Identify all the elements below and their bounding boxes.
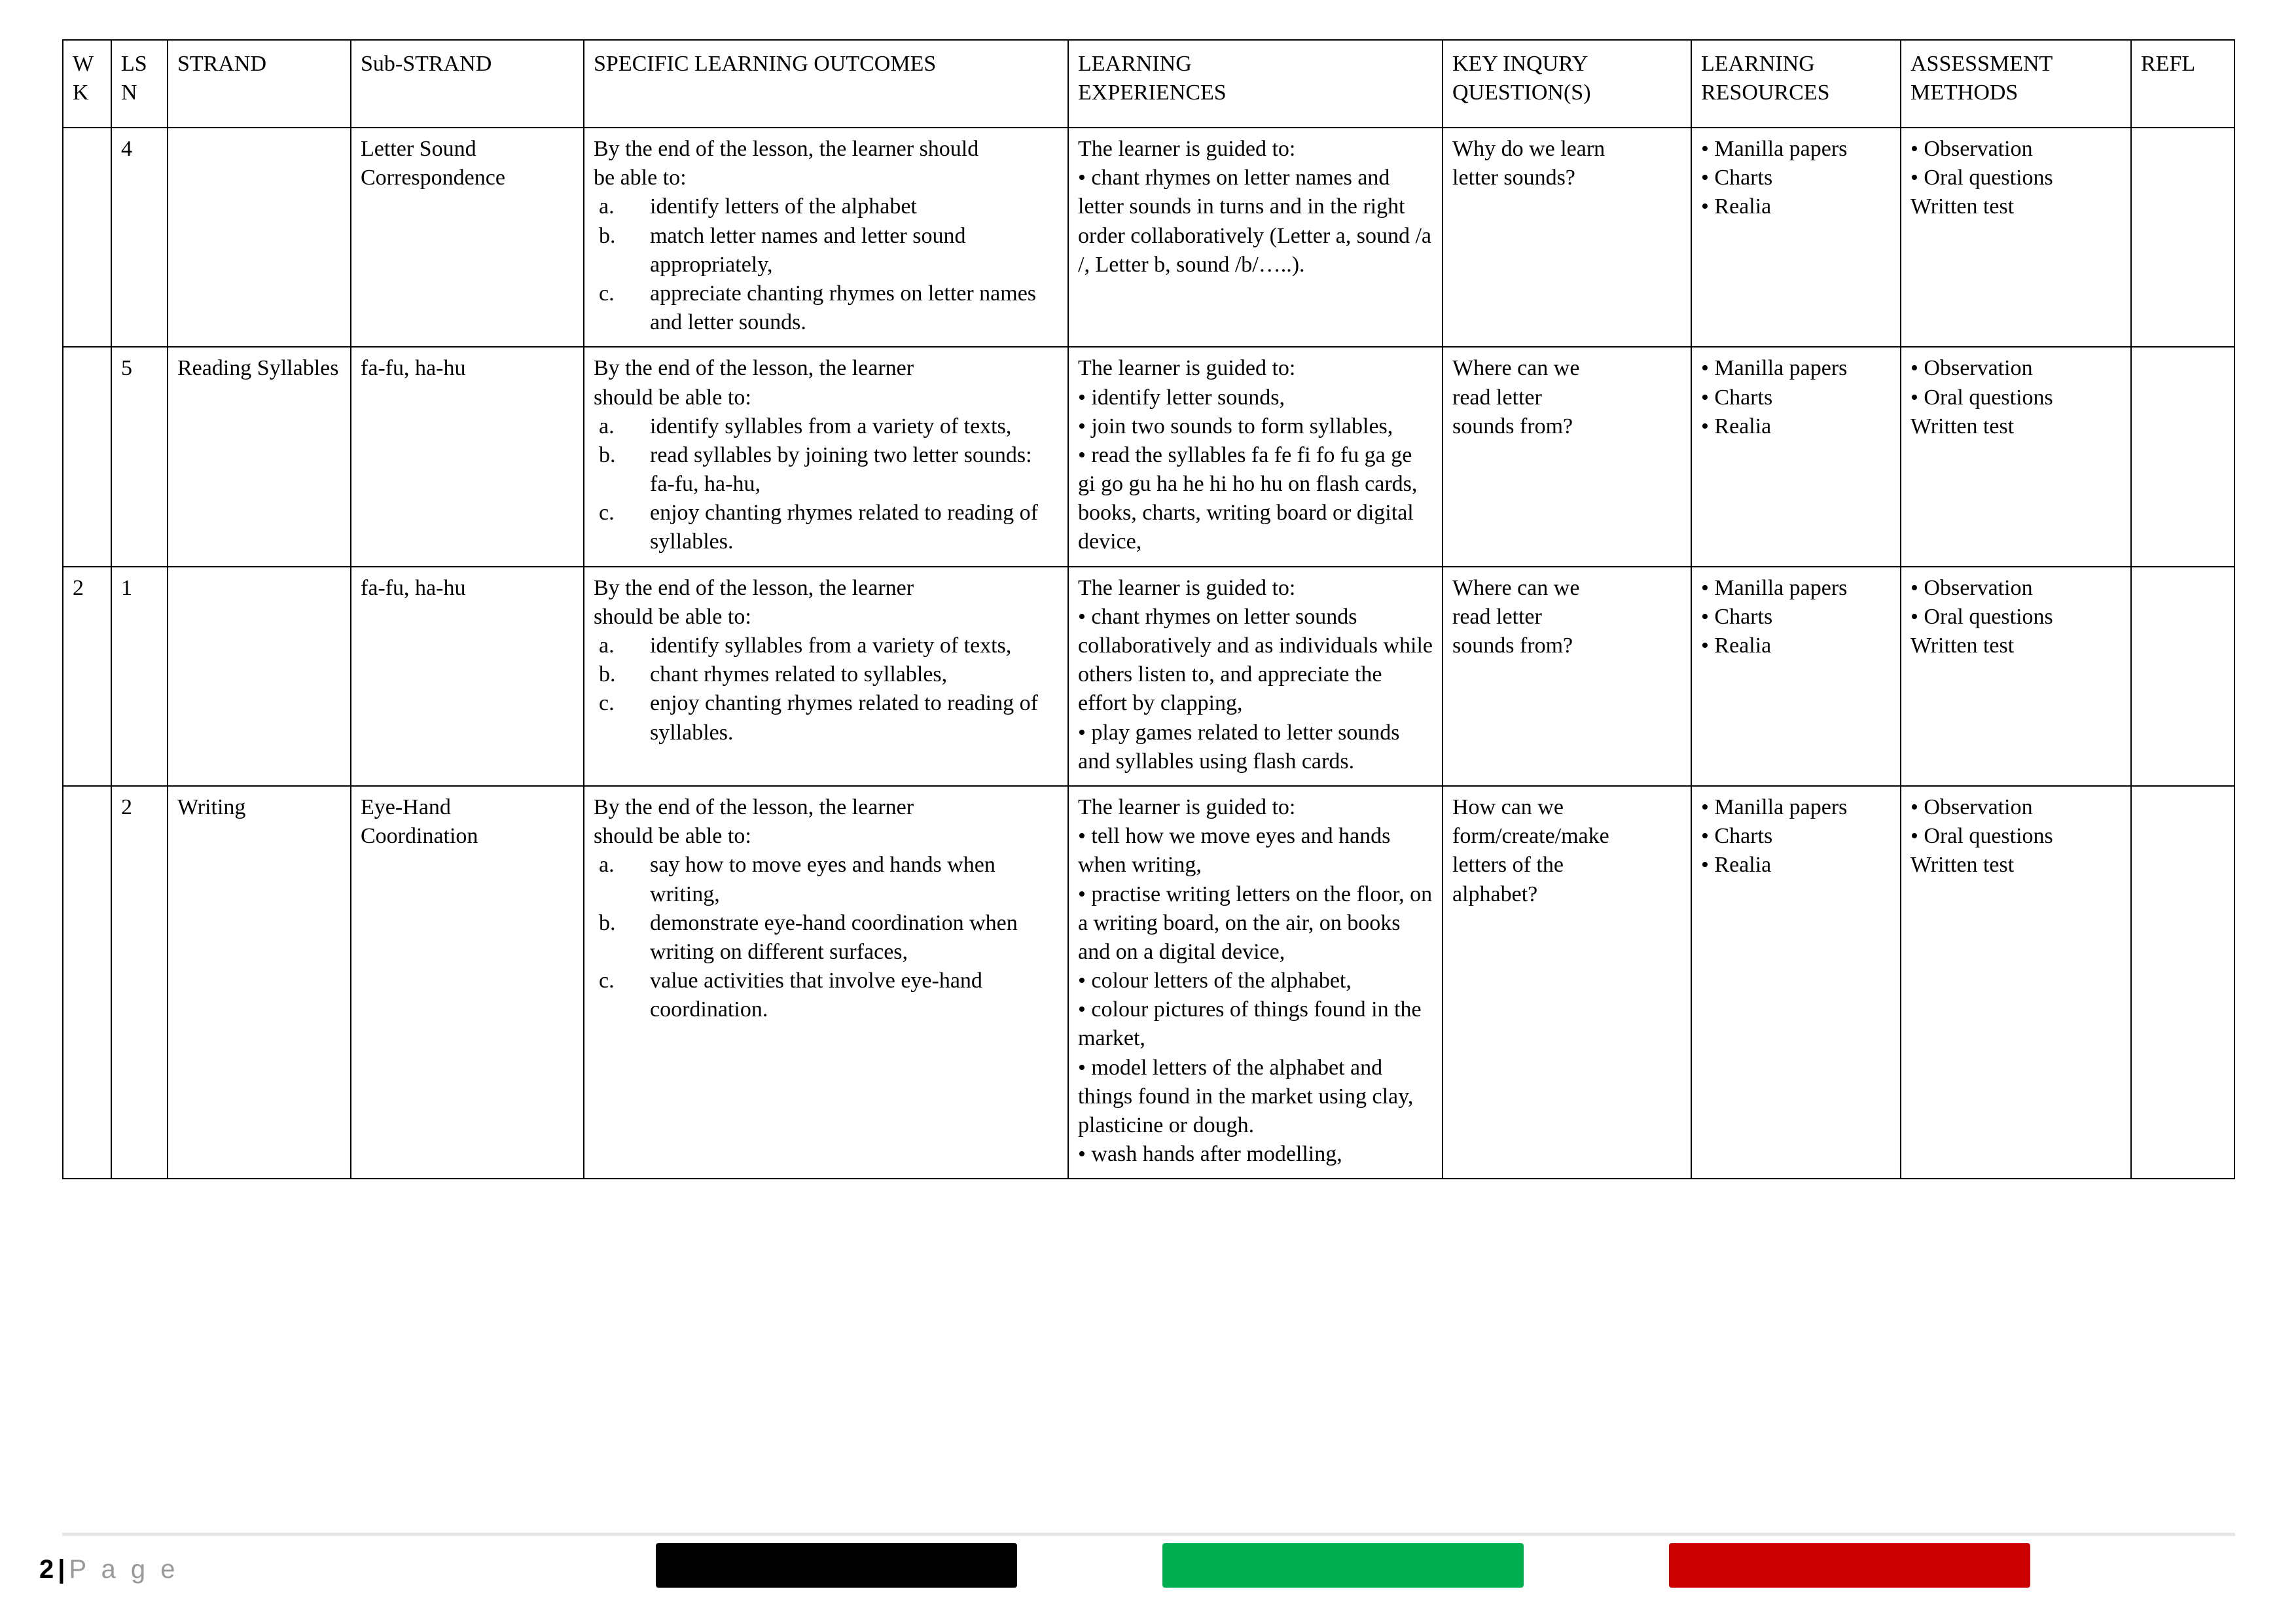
- slo-list-item: [594, 967, 1060, 1024]
- kiq-line: letters of the: [1452, 853, 1564, 878]
- cell-learning-experiences: [1068, 786, 1443, 1179]
- slo-item-text: enjoy chanting rhymes related to reading of syllables.: [650, 691, 1038, 745]
- cell-strand: [168, 567, 351, 786]
- slo-list: [594, 851, 1060, 1024]
- assessment-plain-line: Written test: [1910, 194, 2015, 219]
- slo-list-item: [594, 499, 1060, 556]
- assessment-list: [1910, 354, 2123, 412]
- footer-black-bar: [656, 1543, 1017, 1588]
- cell-lesson-number: 4: [111, 128, 168, 347]
- page-number-word: P a g e: [69, 1555, 179, 1584]
- sub-strand-line: Letter Sound: [361, 137, 476, 161]
- kiq-line: Where can we: [1452, 575, 1580, 600]
- column-header-lsn: [111, 40, 168, 128]
- le-list-item: • chant rhymes on letter sounds collaboratively and as individuals while others listen to, and appreciate the effort by clapping,: [1078, 603, 1434, 719]
- slo-item-marker: c.: [599, 281, 615, 306]
- slo-list-item: [594, 412, 1060, 441]
- slo-item-text: demonstrate eye-hand coordination when writing on different surfaces,: [650, 910, 1018, 964]
- slo-intro-line: should be able to:: [594, 604, 751, 629]
- slo-item-marker: b.: [599, 442, 616, 467]
- slo-list-item: [594, 632, 1060, 660]
- le-list: [1078, 383, 1434, 557]
- slo-list-item: [594, 851, 1060, 908]
- cell-sub-strand: [351, 567, 584, 786]
- slo-list-item: [594, 192, 1060, 221]
- assessment-item: • Observation: [1910, 354, 2123, 383]
- slo-intro-line: be able to:: [594, 166, 687, 190]
- slo-item-marker: c.: [599, 691, 615, 716]
- cell-key-inquiry-question: [1443, 567, 1691, 786]
- slo-item-text: identify syllables from a variety of texts,: [650, 633, 1012, 658]
- table-header: [63, 40, 2234, 128]
- footer-green-bar: [1162, 1543, 1524, 1588]
- slo-intro-line: should be able to:: [594, 385, 751, 410]
- assessment-item: • Observation: [1910, 574, 2123, 603]
- scheme-of-work-table: [62, 39, 2235, 1179]
- slo-intro-line: By the end of the lesson, the learner: [594, 575, 914, 600]
- assessment-list: [1910, 135, 2123, 192]
- slo-item-marker: a.: [599, 414, 615, 438]
- kiq-line: alphabet?: [1452, 882, 1538, 906]
- slo-list-item: [594, 660, 1060, 689]
- column-header-res-line2: RESOURCES: [1701, 80, 1830, 105]
- slo-list: [594, 412, 1060, 557]
- le-list-item: • tell how we move eyes and hands when writing,: [1078, 822, 1434, 880]
- column-header-lsn-line2: N: [121, 80, 137, 105]
- slo-item-text: enjoy chanting rhymes related to reading of syllables.: [650, 501, 1038, 554]
- cell-reflection: [2131, 567, 2234, 786]
- resource-item: • Manilla papers: [1701, 135, 1892, 164]
- le-list-item: • colour letters of the alphabet,: [1078, 967, 1434, 995]
- resources-list: [1701, 574, 1892, 661]
- le-list-item: • identify letter sounds,: [1078, 383, 1434, 412]
- cell-key-inquiry-question: [1443, 786, 1691, 1179]
- sub-strand-line: Eye-Hand: [361, 794, 451, 819]
- resource-item: • Charts: [1701, 383, 1892, 412]
- resource-item: • Manilla papers: [1701, 793, 1892, 822]
- cell-key-inquiry-question: [1443, 128, 1691, 347]
- table-header-row: [63, 40, 2234, 128]
- le-list: [1078, 164, 1434, 279]
- cell-learning-resources: [1691, 347, 1901, 566]
- assessment-item: • Oral questions: [1910, 164, 2123, 192]
- resource-item: • Charts: [1701, 603, 1892, 632]
- resource-item: • Charts: [1701, 164, 1892, 192]
- cell-reflection: [2131, 347, 2234, 566]
- resource-item: • Realia: [1701, 632, 1892, 660]
- slo-item-marker: b.: [599, 662, 616, 687]
- le-list: [1078, 822, 1434, 1169]
- le-list-item: • wash hands after modelling,: [1078, 1140, 1434, 1169]
- cell-sub-strand: [351, 347, 584, 566]
- cell-assessment-methods: [1901, 786, 2131, 1179]
- column-header-wk: [63, 40, 111, 128]
- page-number-value: 2: [39, 1555, 54, 1584]
- kiq-line: Where can we: [1452, 356, 1580, 381]
- column-header-slo-line1: SPECIFIC LEARNING OUTCOMES: [594, 52, 937, 76]
- slo-item-marker: c.: [599, 501, 615, 526]
- table-body: [63, 128, 2234, 1179]
- column-header-learning-experiences: [1068, 40, 1443, 128]
- assessment-item: • Oral questions: [1910, 822, 2123, 851]
- cell-strand: [168, 128, 351, 347]
- footer-divider: [62, 1533, 2235, 1536]
- resources-list: [1701, 354, 1892, 441]
- slo-item-marker: a.: [599, 194, 615, 219]
- le-intro: The learner is guided to:: [1078, 356, 1296, 381]
- column-header-wk-line1: W: [73, 52, 94, 76]
- cell-week: [63, 128, 111, 347]
- cell-specific-learning-outcomes: [584, 128, 1068, 347]
- cell-learning-resources: [1691, 567, 1901, 786]
- slo-item-text: identify syllables from a variety of texts,: [650, 414, 1012, 438]
- le-list-item: • model letters of the alphabet and things found in the market using clay, plasticine or dough.: [1078, 1054, 1434, 1141]
- column-header-learning-resources: [1691, 40, 1901, 128]
- column-header-sub-strand-line1: Sub-STRAND: [361, 52, 492, 76]
- column-header-res-line1: LEARNING: [1701, 52, 1815, 76]
- le-list-item: • play games related to letter sounds and syllables using flash cards.: [1078, 719, 1434, 776]
- table-row: [63, 567, 2234, 786]
- kiq-line: letter sounds?: [1452, 166, 1575, 190]
- slo-intro-line: By the end of the lesson, the learner: [594, 794, 914, 819]
- cell-specific-learning-outcomes: [584, 786, 1068, 1179]
- cell-reflection: [2131, 128, 2234, 347]
- resource-item: • Realia: [1701, 412, 1892, 441]
- cell-week: 2: [63, 567, 111, 786]
- cell-strand: Reading Syllables: [168, 347, 351, 566]
- slo-list-item: [594, 222, 1060, 279]
- column-header-wk-line2: K: [73, 80, 89, 105]
- table-row: [63, 128, 2234, 347]
- column-header-strand-line1: STRAND: [177, 52, 267, 76]
- slo-intro-line: should be able to:: [594, 824, 751, 849]
- sub-strand-line: fa-fu, ha-hu: [361, 356, 466, 381]
- le-intro: The learner is guided to:: [1078, 137, 1296, 161]
- slo-item-text: chant rhymes related to syllables,: [650, 662, 948, 687]
- column-header-kiq-line1: KEY INQURY: [1452, 52, 1588, 76]
- resources-list: [1701, 793, 1892, 880]
- slo-list: [594, 192, 1060, 337]
- assessment-item: • Oral questions: [1910, 603, 2123, 632]
- resource-item: • Realia: [1701, 851, 1892, 880]
- le-list-item: • practise writing letters on the floor, on a writing board, on the air, on books and on a digital device,: [1078, 880, 1434, 967]
- slo-item-text: appreciate chanting rhymes on letter names and letter sounds.: [650, 281, 1037, 335]
- column-header-le-line2: EXPERIENCES: [1078, 80, 1227, 105]
- scheme-of-work-table-wrapper: [62, 39, 2234, 1179]
- slo-item-text: value activities that involve eye-hand coordination.: [650, 969, 982, 1022]
- cell-learning-experiences: [1068, 567, 1443, 786]
- table-row: [63, 786, 2234, 1179]
- kiq-line: read letter: [1452, 385, 1542, 410]
- resource-item: • Charts: [1701, 822, 1892, 851]
- column-header-key-inquiry-questions: [1443, 40, 1691, 128]
- cell-learning-resources: [1691, 128, 1901, 347]
- le-list-item: • join two sounds to form syllables,: [1078, 412, 1434, 441]
- cell-learning-experiences: [1068, 128, 1443, 347]
- sub-strand-line: fa-fu, ha-hu: [361, 575, 466, 600]
- slo-intro-line: By the end of the lesson, the learner should: [594, 137, 979, 161]
- le-list-item: • read the syllables fa fe fi fo fu ga ge gi go gu ha he hi ho hu on flash cards, books, charts, writing board or digital device,: [1078, 441, 1434, 557]
- resource-item: • Manilla papers: [1701, 354, 1892, 383]
- le-list-item: • chant rhymes on letter names and letter sounds in turns and in the right order collaboratively (Letter a, sound /a /, Letter b, sound /b/…..).: [1078, 164, 1434, 279]
- sub-strand-line: Coordination: [361, 824, 478, 849]
- cell-assessment-methods: [1901, 128, 2131, 347]
- slo-item-marker: c.: [599, 969, 615, 993]
- cell-learning-experiences: [1068, 347, 1443, 566]
- column-header-reflection: [2131, 40, 2234, 128]
- slo-list-item: [594, 441, 1060, 499]
- kiq-line: read letter: [1452, 604, 1542, 629]
- page-number-separator: |: [58, 1555, 65, 1584]
- cell-lesson-number: 2: [111, 786, 168, 1179]
- sub-strand-line: Correspondence: [361, 166, 505, 190]
- resource-item: • Manilla papers: [1701, 574, 1892, 603]
- cell-week: [63, 786, 111, 1179]
- assessment-item: • Oral questions: [1910, 383, 2123, 412]
- assessment-item: • Observation: [1910, 793, 2123, 822]
- assessment-list: [1910, 793, 2123, 851]
- slo-item-text: read syllables by joining two letter sounds: fa-fu, ha-hu,: [650, 442, 1032, 497]
- le-list-item: • colour pictures of things found in the market,: [1078, 995, 1434, 1053]
- slo-item-marker: b.: [599, 223, 616, 248]
- cell-learning-resources: [1691, 786, 1901, 1179]
- slo-list-item: [594, 689, 1060, 747]
- table-row: [63, 347, 2234, 566]
- cell-week: [63, 347, 111, 566]
- column-header-le-line1: LEARNING: [1078, 52, 1192, 76]
- column-header-kiq-line2: QUESTION(S): [1452, 80, 1591, 105]
- slo-item-text: identify letters of the alphabet: [650, 194, 917, 219]
- cell-key-inquiry-question: [1443, 347, 1691, 566]
- kiq-line: How can we: [1452, 794, 1564, 819]
- column-header-strand: [168, 40, 351, 128]
- column-header-asm-line2: METHODS: [1910, 80, 2018, 105]
- column-header-assessment-methods: [1901, 40, 2131, 128]
- slo-intro-line: By the end of the lesson, the learner: [594, 356, 914, 381]
- slo-list-item: [594, 909, 1060, 967]
- kiq-line: sounds from?: [1452, 414, 1573, 438]
- page-number-label: [39, 1555, 179, 1584]
- slo-item-marker: b.: [599, 910, 616, 935]
- kiq-line: Why do we learn: [1452, 137, 1605, 161]
- le-intro: The learner is guided to:: [1078, 575, 1296, 600]
- kiq-line: sounds from?: [1452, 633, 1573, 658]
- slo-item-marker: a.: [599, 853, 615, 878]
- slo-item-text: say how to move eyes and hands when writing,: [650, 853, 996, 906]
- cell-lesson-number: 5: [111, 347, 168, 566]
- cell-assessment-methods: [1901, 347, 2131, 566]
- le-intro: The learner is guided to:: [1078, 794, 1296, 819]
- cell-lesson-number: 1: [111, 567, 168, 786]
- assessment-plain-line: Written test: [1910, 853, 2015, 878]
- assessment-plain-line: Written test: [1910, 633, 2015, 658]
- footer-red-bar: [1669, 1543, 2030, 1588]
- slo-item-marker: a.: [599, 633, 615, 658]
- cell-specific-learning-outcomes: [584, 347, 1068, 566]
- assessment-plain-line: Written test: [1910, 414, 2015, 438]
- slo-item-text: match letter names and letter sound appropriately,: [650, 223, 966, 277]
- column-header-specific-learning-outcomes: [584, 40, 1068, 128]
- assessment-list: [1910, 574, 2123, 632]
- resources-list: [1701, 135, 1892, 222]
- cell-reflection: [2131, 786, 2234, 1179]
- column-header-asm-line1: ASSESSMENT: [1910, 52, 2053, 76]
- kiq-line: form/create/make: [1452, 824, 1609, 849]
- cell-assessment-methods: [1901, 567, 2131, 786]
- column-header-lsn-line1: LS: [121, 52, 147, 76]
- assessment-item: • Observation: [1910, 135, 2123, 164]
- cell-sub-strand: [351, 128, 584, 347]
- column-header-refl-line1: REFL: [2141, 52, 2196, 76]
- column-header-sub-strand: [351, 40, 584, 128]
- cell-strand: Writing: [168, 786, 351, 1179]
- cell-specific-learning-outcomes: [584, 567, 1068, 786]
- resource-item: • Realia: [1701, 192, 1892, 221]
- slo-list-item: [594, 279, 1060, 337]
- page-footer: [0, 1533, 2296, 1623]
- slo-list: [594, 632, 1060, 747]
- le-list: [1078, 603, 1434, 776]
- cell-sub-strand: [351, 786, 584, 1179]
